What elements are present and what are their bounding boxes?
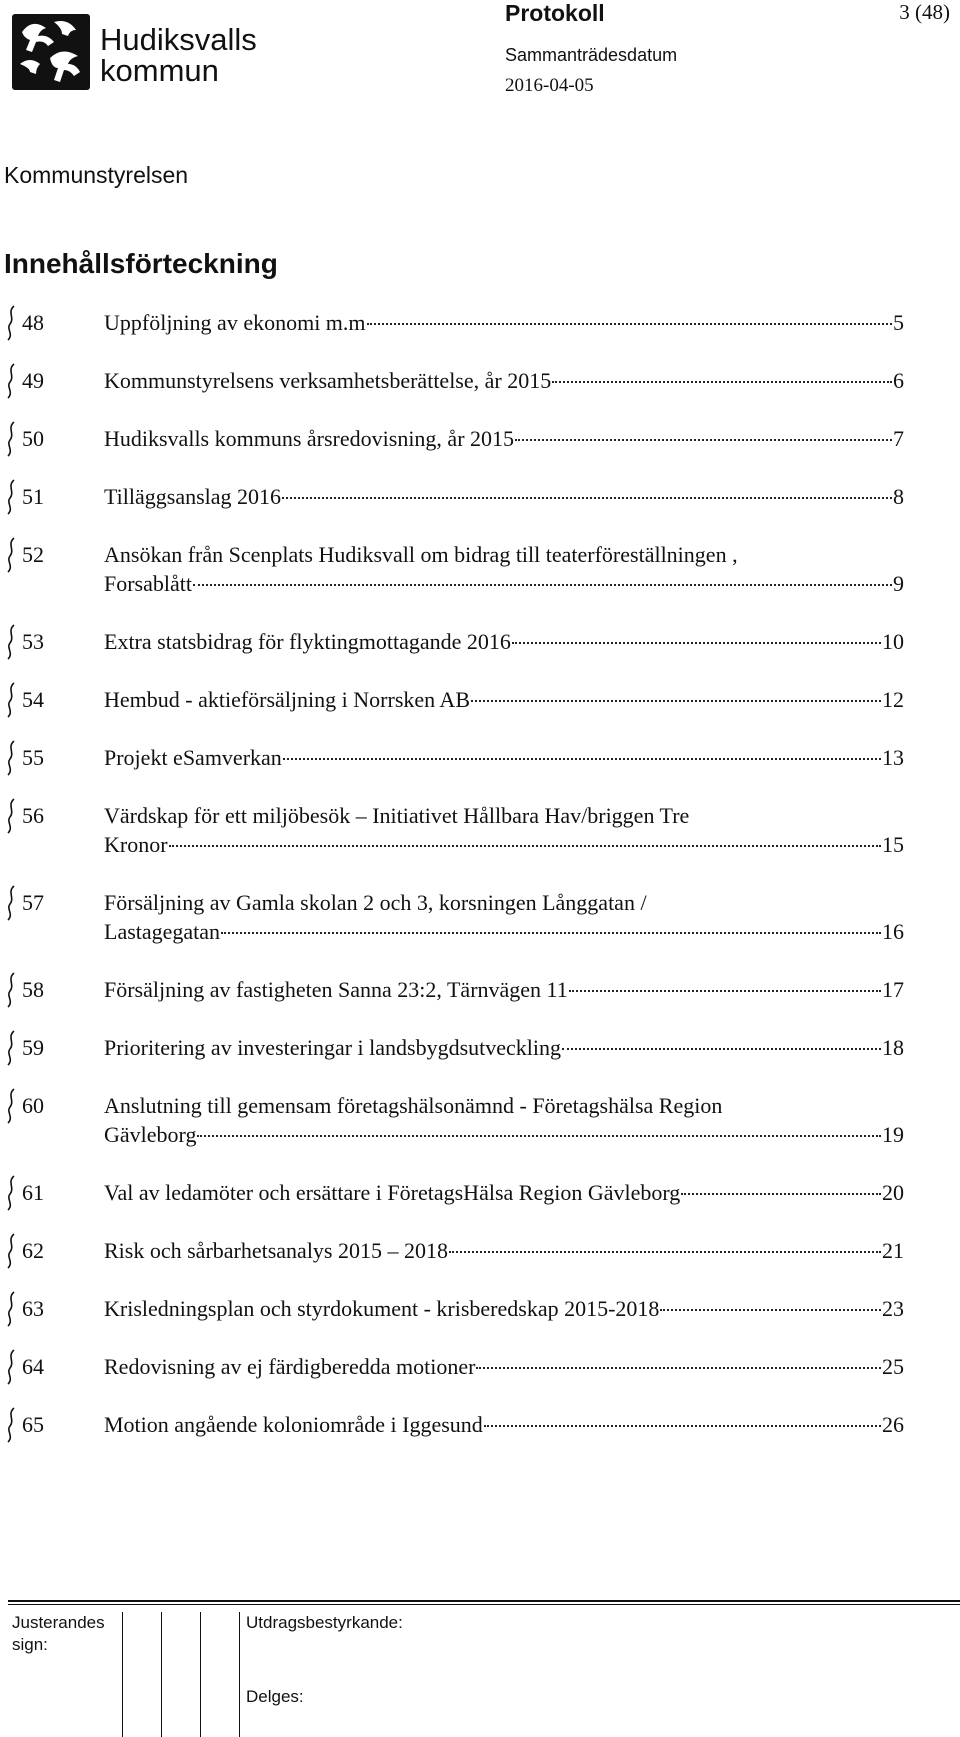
section-sign-icon xyxy=(4,304,18,342)
section-sign-icon xyxy=(4,478,18,516)
toc-entry-title: Uppföljning av ekonomi m.m xyxy=(104,310,366,335)
section-sign-icon xyxy=(4,536,18,574)
footer-utdragsbestyrkande-label: Utdragsbestyrkande: xyxy=(246,1613,403,1632)
footer-delges-label: Delges: xyxy=(246,1687,304,1706)
toc-entry-title: Prioritering av investeringar i landsbygdsutveckling xyxy=(104,1035,562,1060)
toc-dot-leader xyxy=(449,1251,881,1253)
toc-entry-line xyxy=(104,482,904,511)
toc-entry-page: 23 xyxy=(882,1296,904,1321)
toc-entry-title: Tilläggsanslag 2016 xyxy=(104,484,282,509)
toc-entry-body xyxy=(104,366,904,395)
document-type: Protokoll xyxy=(505,0,605,26)
page-number: 3 (48) xyxy=(899,0,950,24)
toc-entry-line xyxy=(104,569,904,598)
toc-entry-number: 50 xyxy=(22,426,44,451)
meeting-date-label: Sammanträdesdatum xyxy=(505,45,678,65)
toc-entry-title: Hembud - aktieförsäljning i Norrsken AB xyxy=(104,687,470,712)
footer-top-rule-thin xyxy=(8,1604,960,1605)
section-sign-icon xyxy=(4,884,18,922)
section-sign-icon xyxy=(4,362,18,400)
section-sign-icon xyxy=(4,1406,18,1444)
toc-entry-body xyxy=(104,1178,904,1207)
toc-entry-body xyxy=(104,801,904,859)
toc-entry-title: Försäljning av Gamla skolan 2 och 3, korsningen Långgatan / xyxy=(104,890,647,915)
toc-entry-line xyxy=(104,888,904,917)
section-sign-icon xyxy=(4,1290,18,1328)
toc-entry-title: Lastagegatan xyxy=(104,919,221,944)
toc-entry-line xyxy=(104,1120,904,1149)
section-sign-icon xyxy=(4,971,18,1009)
toc-dot-leader xyxy=(282,497,892,499)
toc-entry-line xyxy=(104,1091,904,1120)
toc-entry-body xyxy=(104,975,904,1004)
toc-entry-body xyxy=(104,1033,904,1062)
toc-entry-body xyxy=(104,1236,904,1265)
toc-entry-line xyxy=(104,1236,904,1265)
toc-entry-number: 55 xyxy=(22,745,44,770)
toc-dot-leader xyxy=(552,381,892,383)
toc-entry-title: Ansökan från Scenplats Hudiksvall om bidrag till teaterföreställningen , xyxy=(104,542,738,567)
organization-name: Kommunstyrelsen xyxy=(4,162,189,188)
logo-line-1: Hudiksvalls xyxy=(100,22,257,57)
toc-entry-line xyxy=(104,1178,904,1207)
toc-entry-page: 20 xyxy=(882,1180,904,1205)
toc-entry-page: 13 xyxy=(882,745,904,770)
toc-entry-title: Värdskap för ett miljöbesök – Initiativet Hållbara Hav/briggen Tre xyxy=(104,803,690,828)
footer-justerandes-label xyxy=(12,1612,105,1656)
toc-dot-leader xyxy=(660,1309,881,1311)
toc-entry-page: 18 xyxy=(882,1035,904,1060)
footer-top-rule xyxy=(8,1600,960,1602)
toc-entry-title: Risk och sårbarhetsanalys 2015 – 2018 xyxy=(104,1238,448,1263)
toc-dot-leader xyxy=(169,845,881,847)
toc-entry-page: 17 xyxy=(882,977,904,1002)
footer-justerandes-line1: Justerandes xyxy=(12,1613,105,1632)
footer-divider-1 xyxy=(122,1612,123,1737)
toc-entry-page: 6 xyxy=(893,368,904,393)
toc-entry-number: 51 xyxy=(22,484,44,509)
toc-entry-number: 49 xyxy=(22,368,44,393)
section-sign-icon xyxy=(4,681,18,719)
toc-dot-leader xyxy=(569,990,881,992)
toc-entry-line xyxy=(104,627,904,656)
toc-dot-leader xyxy=(484,1425,881,1427)
section-sign-icon xyxy=(4,797,18,835)
toc-entry-number: 58 xyxy=(22,977,44,1002)
toc-entry-body xyxy=(104,685,904,714)
toc-entry-title: Gävleborg xyxy=(104,1122,197,1147)
section-sign-icon xyxy=(4,1174,18,1212)
toc-entry-title: Extra statsbidrag för flyktingmottagande 2016 xyxy=(104,629,511,654)
section-sign-icon xyxy=(4,623,18,661)
toc-entry-page: 10 xyxy=(882,629,904,654)
toc-dot-leader xyxy=(367,323,892,325)
toc-entry-page: 9 xyxy=(893,571,904,596)
footer-divider-4 xyxy=(239,1612,240,1737)
meeting-date: 2016-04-05 xyxy=(505,75,594,96)
toc-entry-page: 16 xyxy=(882,919,904,944)
toc-dot-leader xyxy=(562,1048,881,1050)
toc-entry-number: 62 xyxy=(22,1238,44,1263)
toc-entry-title: Försäljning av fastigheten Sanna 23:2, Tärnvägen 11 xyxy=(104,977,568,1002)
toc-entry-body xyxy=(104,1352,904,1381)
toc-entry-page: 5 xyxy=(893,310,904,335)
section-sign-icon xyxy=(4,1087,18,1125)
toc-entry-title: Kronor xyxy=(104,832,168,857)
toc-dot-leader xyxy=(197,1135,881,1137)
toc-entry-line xyxy=(104,917,904,946)
toc-entry-line xyxy=(104,366,904,395)
toc-entry-number: 48 xyxy=(22,310,44,335)
toc-entry-title: Krisledningsplan och styrdokument - krisberedskap 2015-2018 xyxy=(104,1296,660,1321)
toc-entry-number: 52 xyxy=(22,542,44,567)
toc-entry-body xyxy=(104,540,904,598)
toc-dot-leader xyxy=(193,584,892,586)
toc-entry-number: 63 xyxy=(22,1296,44,1321)
section-sign-icon xyxy=(4,420,18,458)
municipality-logo xyxy=(12,14,257,90)
toc-entry-body xyxy=(104,1091,904,1149)
toc-entry-number: 64 xyxy=(22,1354,44,1379)
toc-entry-line xyxy=(104,1294,904,1323)
toc-entry-line xyxy=(104,1352,904,1381)
footer-divider-3 xyxy=(200,1612,201,1737)
toc-dot-leader xyxy=(221,932,881,934)
toc-entry-number: 59 xyxy=(22,1035,44,1060)
toc-entry-line xyxy=(104,424,904,453)
section-sign-icon xyxy=(4,739,18,777)
toc-entry-line xyxy=(104,540,904,569)
toc-entry-number: 54 xyxy=(22,687,44,712)
toc-entry-title: Kommunstyrelsens verksamhetsberättelse, år 2015 xyxy=(104,368,552,393)
toc-entry-page: 7 xyxy=(893,426,904,451)
toc-entry-number: 56 xyxy=(22,803,44,828)
toc-entry-page: 25 xyxy=(882,1354,904,1379)
toc-entry-body xyxy=(104,627,904,656)
toc-entry-body xyxy=(104,308,904,337)
toc-dot-leader xyxy=(471,700,881,702)
toc-entry-title: Hudiksvalls kommuns årsredovisning, år 2015 xyxy=(104,426,515,451)
toc-entry-title: Anslutning till gemensam företagshälsonämnd - Företagshälsa Region xyxy=(104,1093,723,1118)
section-sign-icon xyxy=(4,1029,18,1067)
toc-entry-body xyxy=(104,482,904,511)
toc-entry-line xyxy=(104,308,904,337)
toc-entry-line xyxy=(104,743,904,772)
toc-dot-leader xyxy=(476,1367,881,1369)
toc-entry-line xyxy=(104,685,904,714)
toc-entry-number: 65 xyxy=(22,1412,44,1437)
section-sign-icon xyxy=(4,1232,18,1270)
toc-entry-body xyxy=(104,743,904,772)
toc-dot-leader xyxy=(681,1193,881,1195)
toc-dot-leader xyxy=(283,758,881,760)
logo-line-2: kommun xyxy=(100,53,219,88)
toc-entry-page: 26 xyxy=(882,1412,904,1437)
toc-entry-title: Val av ledamöter och ersättare i FöretagsHälsa Region Gävleborg xyxy=(104,1180,681,1205)
toc-entry-title: Forsablått xyxy=(104,571,192,596)
toc-entry-number: 60 xyxy=(22,1093,44,1118)
toc-entry-page: 19 xyxy=(882,1122,904,1147)
toc-dot-leader xyxy=(515,439,892,441)
toc-entry-page: 12 xyxy=(882,687,904,712)
toc-entry-number: 57 xyxy=(22,890,44,915)
toc-dot-leader xyxy=(512,642,881,644)
toc-title: Innehållsförteckning xyxy=(4,248,278,279)
toc-entry-body xyxy=(104,888,904,946)
toc-entry-number: 61 xyxy=(22,1180,44,1205)
toc-entry-body xyxy=(104,1294,904,1323)
toc-entry-line xyxy=(104,1410,904,1439)
toc-entry-line xyxy=(104,975,904,1004)
toc-entry-page: 21 xyxy=(882,1238,904,1263)
toc-entry-line xyxy=(104,801,904,830)
goat-emblem-icon xyxy=(12,14,90,90)
toc-entry-line xyxy=(104,830,904,859)
section-sign-icon xyxy=(4,1348,18,1386)
footer-divider-2 xyxy=(161,1612,162,1737)
toc-entry-body xyxy=(104,1410,904,1439)
toc-entry-page: 15 xyxy=(882,832,904,857)
toc-entry-body xyxy=(104,424,904,453)
toc-entry-number: 53 xyxy=(22,629,44,654)
logo-wordmark xyxy=(100,24,257,86)
toc-entry-line xyxy=(104,1033,904,1062)
footer-justerandes-line2: sign: xyxy=(12,1635,48,1654)
toc-entry-title: Projekt eSamverkan xyxy=(104,745,282,770)
toc-entry-title: Motion angående koloniområde i Iggesund xyxy=(104,1412,483,1437)
toc-entry-title: Redovisning av ej färdigberedda motioner xyxy=(104,1354,476,1379)
toc-entry-page: 8 xyxy=(893,484,904,509)
